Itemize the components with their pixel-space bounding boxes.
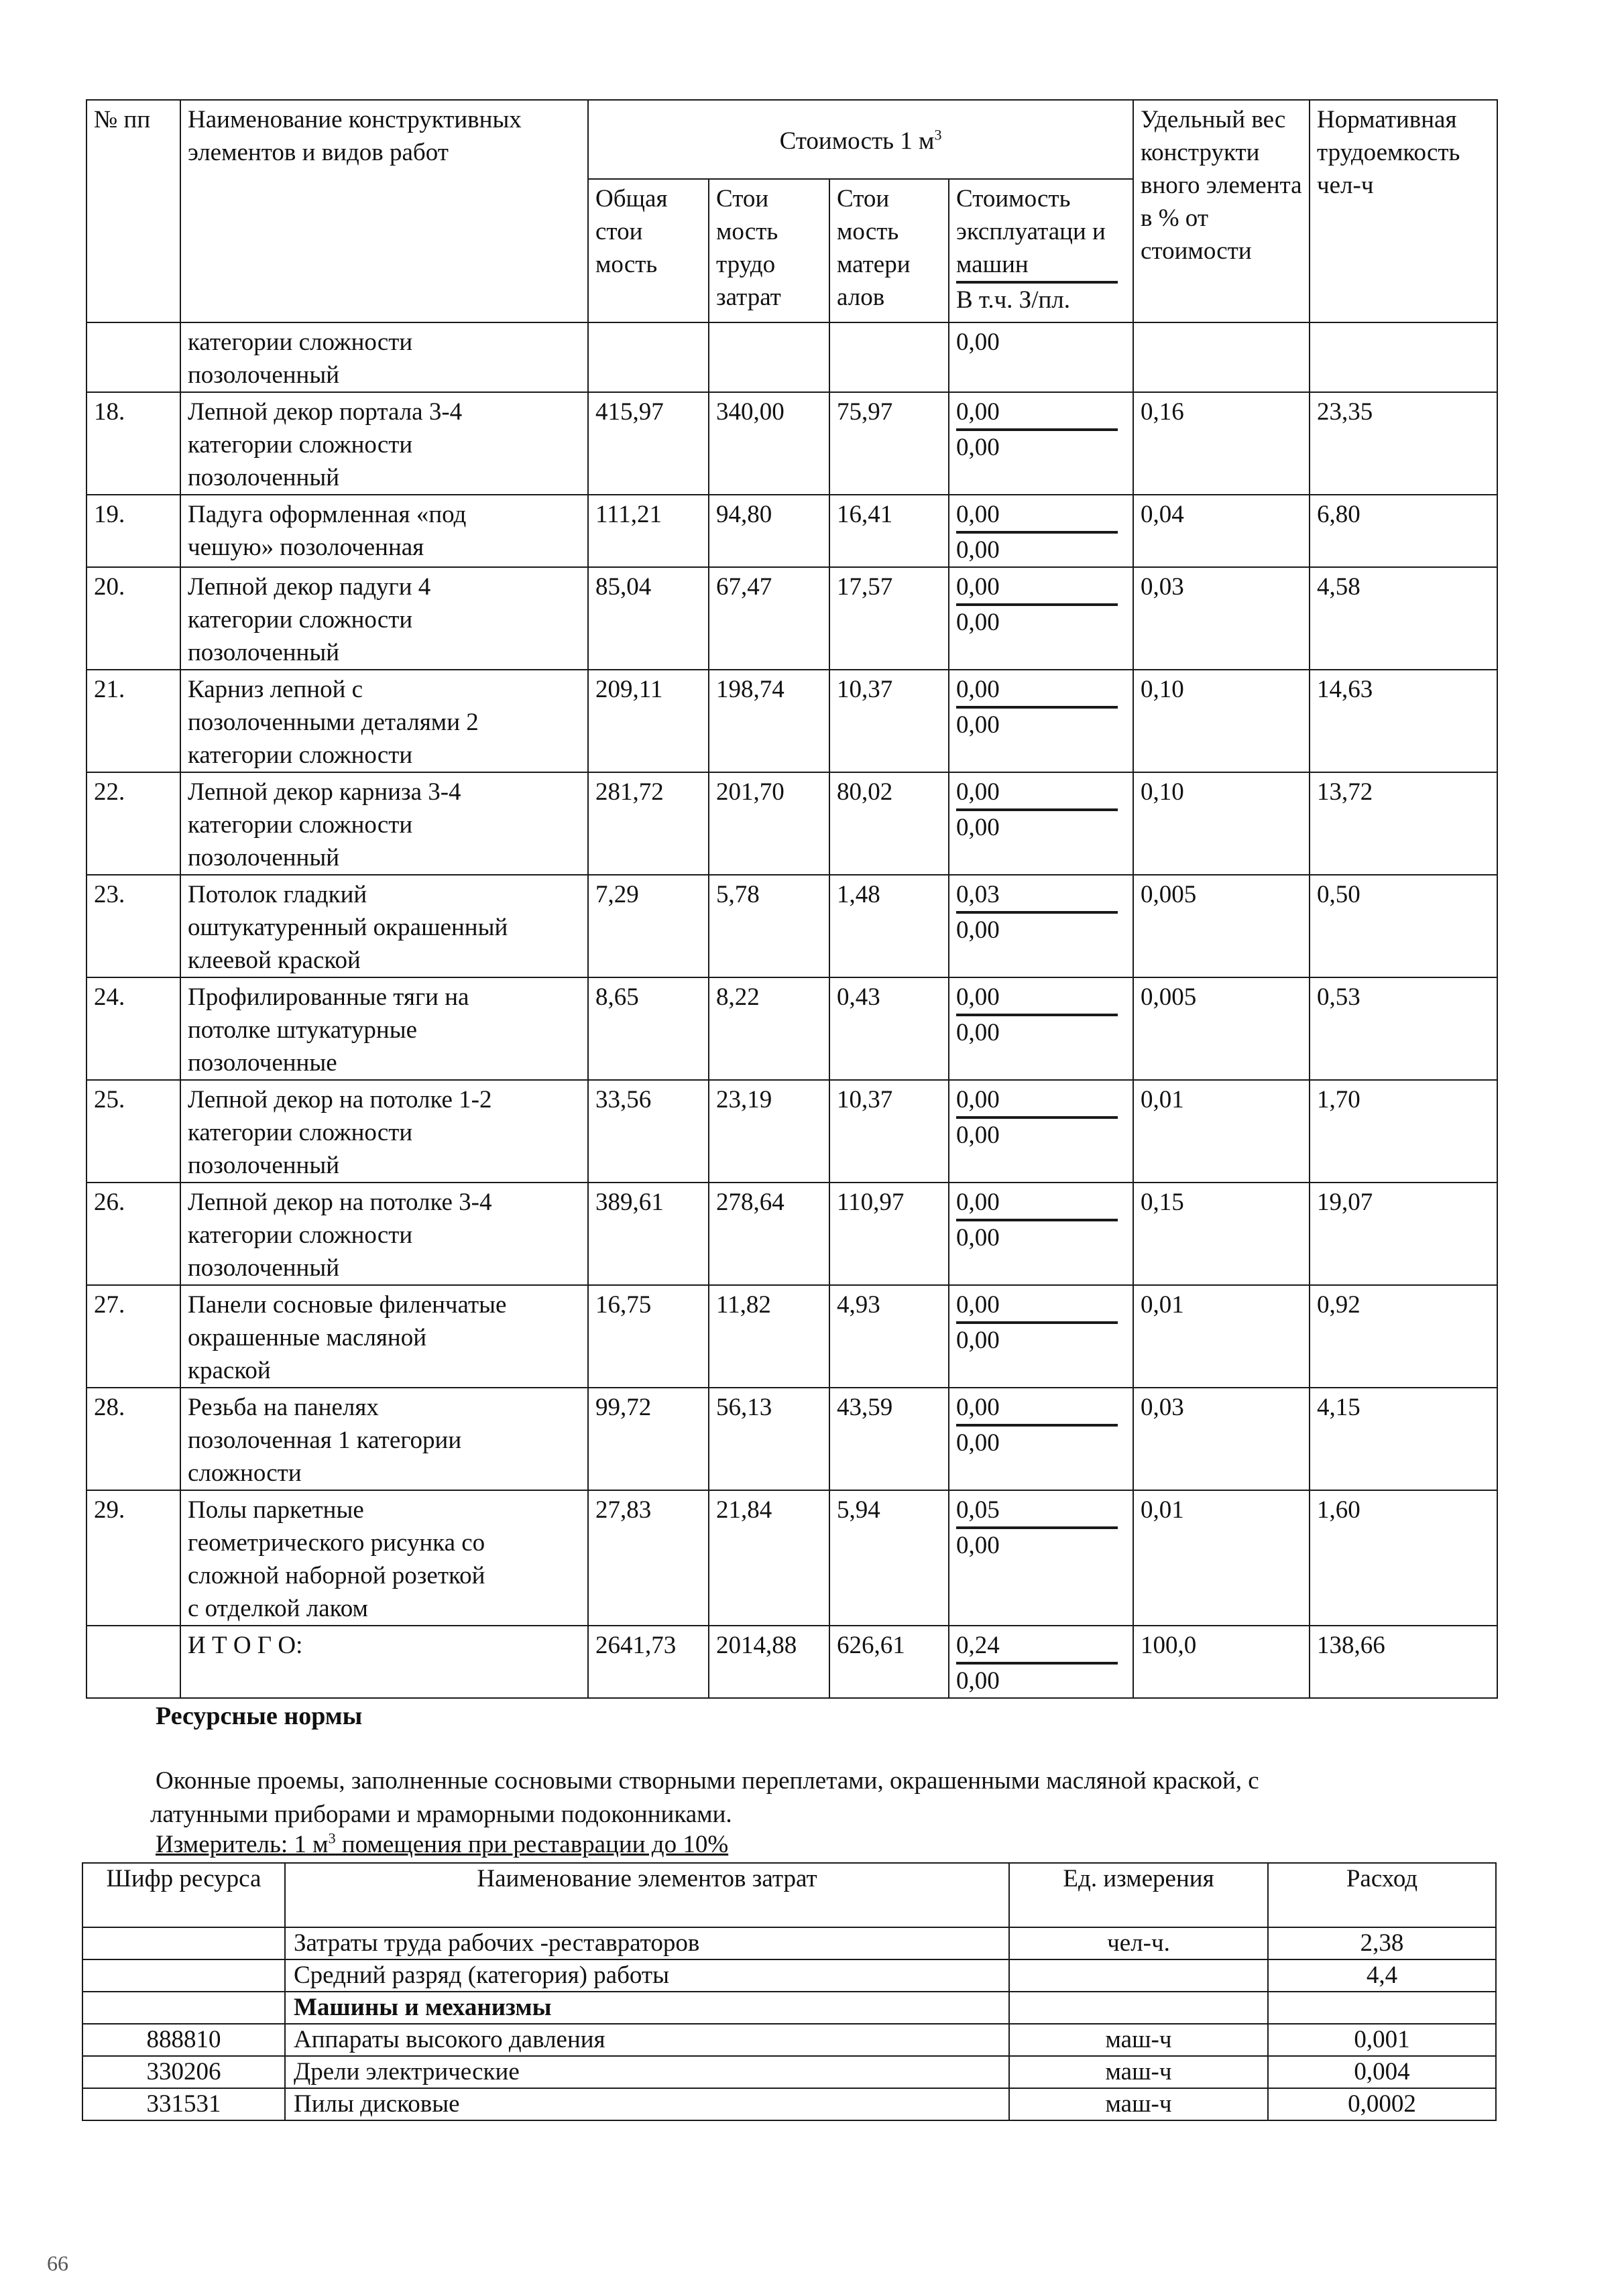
res-cell-code xyxy=(82,1927,285,1959)
resource-table xyxy=(82,1862,1497,2121)
cell-norm: 1,70 xyxy=(1310,1080,1497,1183)
res-header-unit: Ед. измерения xyxy=(1009,1863,1268,1927)
resource-table-body xyxy=(82,1927,1496,2120)
res-cell-unit: чел-ч. xyxy=(1009,1927,1268,1959)
cell-num: 23. xyxy=(86,875,180,977)
cell-labor: 23,19 xyxy=(709,1080,829,1183)
machines-header-text: Стоимость эксплуатаци и машин xyxy=(956,182,1118,284)
cell-norm: 0,53 xyxy=(1310,977,1497,1080)
cell-machines xyxy=(949,772,1133,875)
cell-machines xyxy=(949,495,1133,567)
res-cell-amount xyxy=(1268,1992,1496,2024)
cell-norm: 14,63 xyxy=(1310,670,1497,772)
res-cell-amount: 0,004 xyxy=(1268,2056,1496,2088)
resource-row xyxy=(82,2088,1496,2120)
cell-total: 389,61 xyxy=(588,1183,709,1285)
cell-norm xyxy=(1310,322,1497,392)
col-header-total: Общая стои мость xyxy=(588,179,709,322)
cell-name: Полы паркетные геометрического рисунка со сложной наборной розеткой с отделкой лаком xyxy=(180,1490,588,1626)
machines-sub-value: 0,00 xyxy=(956,1667,1000,1695)
cell-norm: 19,07 xyxy=(1310,1183,1497,1285)
cell-total: 99,72 xyxy=(588,1388,709,1490)
res-cell-amount: 0,0002 xyxy=(1268,2088,1496,2120)
cost-table-body xyxy=(86,322,1497,1698)
description-line-1: Оконные проемы, заполненные сосновыми створными переплетами, окрашенными масляной краской, с xyxy=(156,1767,1259,1795)
cell-weight: 0,03 xyxy=(1133,1388,1310,1490)
cell-materials: 110,97 xyxy=(829,1183,949,1285)
cell-machines xyxy=(949,670,1133,772)
cell-machines xyxy=(949,1388,1133,1490)
cell-norm: 0,50 xyxy=(1310,875,1497,977)
cell-total: 7,29 xyxy=(588,875,709,977)
col-header-norm: Нормативная трудоемкость чел-ч xyxy=(1310,100,1497,322)
cell-total: 16,75 xyxy=(588,1285,709,1388)
cell-machines xyxy=(949,1183,1133,1285)
cell-name: Лепной декор на потолке 1-2 категории сложности позолоченный xyxy=(180,1080,588,1183)
cell-name: Падуга оформленная «под чешую» позолоченная xyxy=(180,495,588,567)
table-row xyxy=(86,772,1497,875)
measure-sup: 3 xyxy=(328,1829,336,1847)
res-cell-code xyxy=(82,1959,285,1992)
machines-value: 0,00 xyxy=(956,396,1118,431)
cell-name: И Т О Г О: xyxy=(180,1626,588,1698)
cell-num: 28. xyxy=(86,1388,180,1490)
res-cell-name: Аппараты высокого давления xyxy=(285,2024,1009,2056)
table-row xyxy=(86,1080,1497,1183)
resource-row xyxy=(82,2056,1496,2088)
cell-materials: 80,02 xyxy=(829,772,949,875)
res-header-amount: Расход xyxy=(1268,1863,1496,1927)
cell-weight xyxy=(1133,322,1310,392)
cell-machines xyxy=(949,1490,1133,1626)
section-title: Ресурсные нормы xyxy=(156,1702,363,1730)
res-cell-name: Средний разряд (категория) работы xyxy=(285,1959,1009,1992)
measure-prefix: Измеритель: 1 м xyxy=(156,1831,329,1858)
cell-num: 24. xyxy=(86,977,180,1080)
description-line-2: латунными приборами и мраморными подоконниками. xyxy=(150,1801,732,1828)
cell-name: Карниз лепной с позолоченными деталями 2 категории сложности xyxy=(180,670,588,772)
cell-total: 85,04 xyxy=(588,567,709,670)
cell-machines xyxy=(949,1285,1133,1388)
cell-weight: 0,03 xyxy=(1133,567,1310,670)
res-cell-code: 888810 xyxy=(82,2024,285,2056)
cell-materials: 16,41 xyxy=(829,495,949,567)
cell-total: 209,11 xyxy=(588,670,709,772)
table-row xyxy=(86,1388,1497,1490)
resource-row xyxy=(82,1927,1496,1959)
cell-name: Лепной декор карниза 3-4 категории сложности позолоченный xyxy=(180,772,588,875)
resource-row xyxy=(82,2024,1496,2056)
cell-num: 29. xyxy=(86,1490,180,1626)
cell-labor: 94,80 xyxy=(709,495,829,567)
cell-labor: 56,13 xyxy=(709,1388,829,1490)
col-header-cost-group xyxy=(588,100,1133,179)
col-header-weight: Удельный вес конструкти вного элемента в % от стоимости xyxy=(1133,100,1310,322)
cell-weight: 0,10 xyxy=(1133,670,1310,772)
res-cell-unit: маш-ч xyxy=(1009,2056,1268,2088)
machines-value: 0,00 xyxy=(956,1288,1118,1324)
cell-norm: 4,58 xyxy=(1310,567,1497,670)
machines-sub-value: 0,00 xyxy=(956,434,1000,461)
cell-machines xyxy=(949,567,1133,670)
total-row xyxy=(86,1626,1497,1698)
table-row xyxy=(86,875,1497,977)
cell-weight: 0,01 xyxy=(1133,1285,1310,1388)
cell-norm: 4,15 xyxy=(1310,1388,1497,1490)
cell-labor: 5,78 xyxy=(709,875,829,977)
cell-machines xyxy=(949,392,1133,495)
cell-materials: 0,43 xyxy=(829,977,949,1080)
machines-value: 0,24 xyxy=(956,1629,1118,1665)
cell-weight: 0,15 xyxy=(1133,1183,1310,1285)
cell-norm: 138,66 xyxy=(1310,1626,1497,1698)
col-header-materials: Стои мость матери алов xyxy=(829,179,949,322)
cell-labor: 11,82 xyxy=(709,1285,829,1388)
cell-total: 2641,73 xyxy=(588,1626,709,1698)
cell-materials: 17,57 xyxy=(829,567,949,670)
cell-num: 26. xyxy=(86,1183,180,1285)
cell-labor: 2014,88 xyxy=(709,1626,829,1698)
res-cell-name: Затраты труда рабочих -реставраторов xyxy=(285,1927,1009,1959)
cell-name: Резьба на панелях позолоченная 1 категории сложности xyxy=(180,1388,588,1490)
cell-machines xyxy=(949,875,1133,977)
col-header-labor: Стои мость трудо затрат xyxy=(709,179,829,322)
res-cell-code: 330206 xyxy=(82,2056,285,2088)
table-row xyxy=(86,1183,1497,1285)
cell-machines xyxy=(949,1080,1133,1183)
table-row xyxy=(86,977,1497,1080)
cell-total: 111,21 xyxy=(588,495,709,567)
res-cell-amount: 2,38 xyxy=(1268,1927,1496,1959)
res-cell-amount: 4,4 xyxy=(1268,1959,1496,1992)
cell-labor xyxy=(709,322,829,392)
machines-sub-value: 0,00 xyxy=(956,916,1000,944)
measure-suffix: помещения при реставрации до 10% xyxy=(335,1831,729,1858)
cost-group-sup: 3 xyxy=(934,126,942,143)
resource-description xyxy=(150,1764,1486,1831)
cell-weight: 100,0 xyxy=(1133,1626,1310,1698)
table-row xyxy=(86,670,1497,772)
machines-sub-value: 0,00 xyxy=(956,711,1000,739)
res-cell-unit xyxy=(1009,1992,1268,2024)
cost-table xyxy=(86,99,1498,1699)
cell-norm: 23,35 xyxy=(1310,392,1497,495)
cell-name: Лепной декор падуги 4 категории сложности позолоченный xyxy=(180,567,588,670)
cell-norm: 0,92 xyxy=(1310,1285,1497,1388)
cell-labor: 198,74 xyxy=(709,670,829,772)
cell-weight: 0,01 xyxy=(1133,1080,1310,1183)
machines-value: 0,00 xyxy=(956,776,1118,811)
measure-line xyxy=(156,1830,728,1859)
machines-sub-value: 0,00 xyxy=(956,1532,1000,1559)
machines-subheader-text: В т.ч. З/пл. xyxy=(956,286,1071,314)
cell-name: категории сложности позолоченный xyxy=(180,322,588,392)
cell-weight: 0,005 xyxy=(1133,977,1310,1080)
col-header-num: № пп xyxy=(86,100,180,322)
cell-norm: 6,80 xyxy=(1310,495,1497,567)
resource-row xyxy=(82,1959,1496,1992)
cell-num: 22. xyxy=(86,772,180,875)
resource-header-row xyxy=(82,1863,1496,1927)
page-number: 66 xyxy=(47,2251,68,2275)
cell-num xyxy=(86,1626,180,1698)
machines-sub-value: 0,00 xyxy=(956,1019,1000,1046)
cell-labor: 21,84 xyxy=(709,1490,829,1626)
cell-num: 21. xyxy=(86,670,180,772)
cell-norm: 1,60 xyxy=(1310,1490,1497,1626)
cost-group-text: Стоимость 1 м xyxy=(779,127,935,155)
res-cell-code: 331531 xyxy=(82,2088,285,2120)
cell-weight: 0,04 xyxy=(1133,495,1310,567)
cell-labor: 201,70 xyxy=(709,772,829,875)
cell-machines xyxy=(949,977,1133,1080)
table-row xyxy=(86,567,1497,670)
cell-materials: 75,97 xyxy=(829,392,949,495)
cell-total: 281,72 xyxy=(588,772,709,875)
cell-materials: 626,61 xyxy=(829,1626,949,1698)
cell-num xyxy=(86,322,180,392)
machines-value: 0,05 xyxy=(956,1494,1118,1529)
res-cell-unit: маш-ч xyxy=(1009,2024,1268,2056)
cell-materials: 10,37 xyxy=(829,670,949,772)
cell-labor: 67,47 xyxy=(709,567,829,670)
cell-labor: 278,64 xyxy=(709,1183,829,1285)
res-cell-name: Дрели электрические xyxy=(285,2056,1009,2088)
machines-value: 0,00 xyxy=(956,981,1118,1016)
cell-name: Лепной декор на потолке 3-4 категории сложности позолоченный xyxy=(180,1183,588,1285)
res-cell-code xyxy=(82,1992,285,2024)
cell-weight: 0,10 xyxy=(1133,772,1310,875)
cell-num: 18. xyxy=(86,392,180,495)
cell-name: Лепной декор портала 3-4 категории сложности позолоченный xyxy=(180,392,588,495)
machines-sub-value: 0,00 xyxy=(956,1327,1000,1354)
machines-value: 0,00 xyxy=(956,1391,1118,1427)
res-cell-unit: маш-ч xyxy=(1009,2088,1268,2120)
res-cell-unit xyxy=(1009,1959,1268,1992)
cell-materials: 5,94 xyxy=(829,1490,949,1626)
cell-name: Панели сосновые филенчатые окрашенные масляной краской xyxy=(180,1285,588,1388)
machines-sub-value: 0,00 xyxy=(956,1429,1000,1457)
continuation-row xyxy=(86,322,1497,392)
table-row xyxy=(86,1285,1497,1388)
table-row xyxy=(86,1490,1497,1626)
cell-weight: 0,16 xyxy=(1133,392,1310,495)
machines-value: 0,00 xyxy=(956,570,1118,606)
cell-total xyxy=(588,322,709,392)
res-cell-name: Машины и механизмы xyxy=(285,1992,1009,2024)
cell-materials: 43,59 xyxy=(829,1388,949,1490)
machines-value: 0,00 xyxy=(956,673,1118,709)
cell-materials: 1,48 xyxy=(829,875,949,977)
machines-sub-value: 0,00 xyxy=(956,1224,1000,1252)
cell-total: 415,97 xyxy=(588,392,709,495)
col-header-machines xyxy=(949,179,1133,322)
cell-total: 33,56 xyxy=(588,1080,709,1183)
cell-num: 20. xyxy=(86,567,180,670)
col-header-name: Наименование конструктивных элементов и видов работ xyxy=(180,100,588,322)
cell-name: Потолок гладкий оштукатуренный окрашенный клеевой краской xyxy=(180,875,588,977)
resource-row xyxy=(82,1992,1496,2024)
table-row xyxy=(86,392,1497,495)
cell-machines xyxy=(949,1626,1133,1698)
cell-num: 25. xyxy=(86,1080,180,1183)
machines-sub-value: 0,00 xyxy=(956,328,1000,356)
machines-sub-value: 0,00 xyxy=(956,536,1000,564)
cell-materials xyxy=(829,322,949,392)
cell-materials: 4,93 xyxy=(829,1285,949,1388)
cell-materials: 10,37 xyxy=(829,1080,949,1183)
header-row xyxy=(86,100,1497,179)
cell-num: 19. xyxy=(86,495,180,567)
machines-value: 0,00 xyxy=(956,1083,1118,1119)
cell-total: 27,83 xyxy=(588,1490,709,1626)
cell-labor: 8,22 xyxy=(709,977,829,1080)
cell-weight: 0,01 xyxy=(1133,1490,1310,1626)
cell-labor: 340,00 xyxy=(709,392,829,495)
machines-sub-value: 0,00 xyxy=(956,814,1000,841)
cell-num: 27. xyxy=(86,1285,180,1388)
cell-weight: 0,005 xyxy=(1133,875,1310,977)
machines-value: 0,00 xyxy=(956,1186,1118,1221)
machines-sub-value: 0,00 xyxy=(956,1122,1000,1149)
machines-value: 0,03 xyxy=(956,878,1118,914)
machines-value: 0,00 xyxy=(956,498,1118,534)
cell-name: Профилированные тяги на потолке штукатурные позолоченные xyxy=(180,977,588,1080)
machines-sub-value: 0,00 xyxy=(956,609,1000,636)
cell-norm: 13,72 xyxy=(1310,772,1497,875)
cell-machines xyxy=(949,322,1133,392)
res-cell-name: Пилы дисковые xyxy=(285,2088,1009,2120)
cell-total: 8,65 xyxy=(588,977,709,1080)
res-cell-amount: 0,001 xyxy=(1268,2024,1496,2056)
res-header-name: Наименование элементов затрат xyxy=(285,1863,1009,1927)
table-row xyxy=(86,495,1497,567)
res-header-code: Шифр ресурса xyxy=(82,1863,285,1927)
